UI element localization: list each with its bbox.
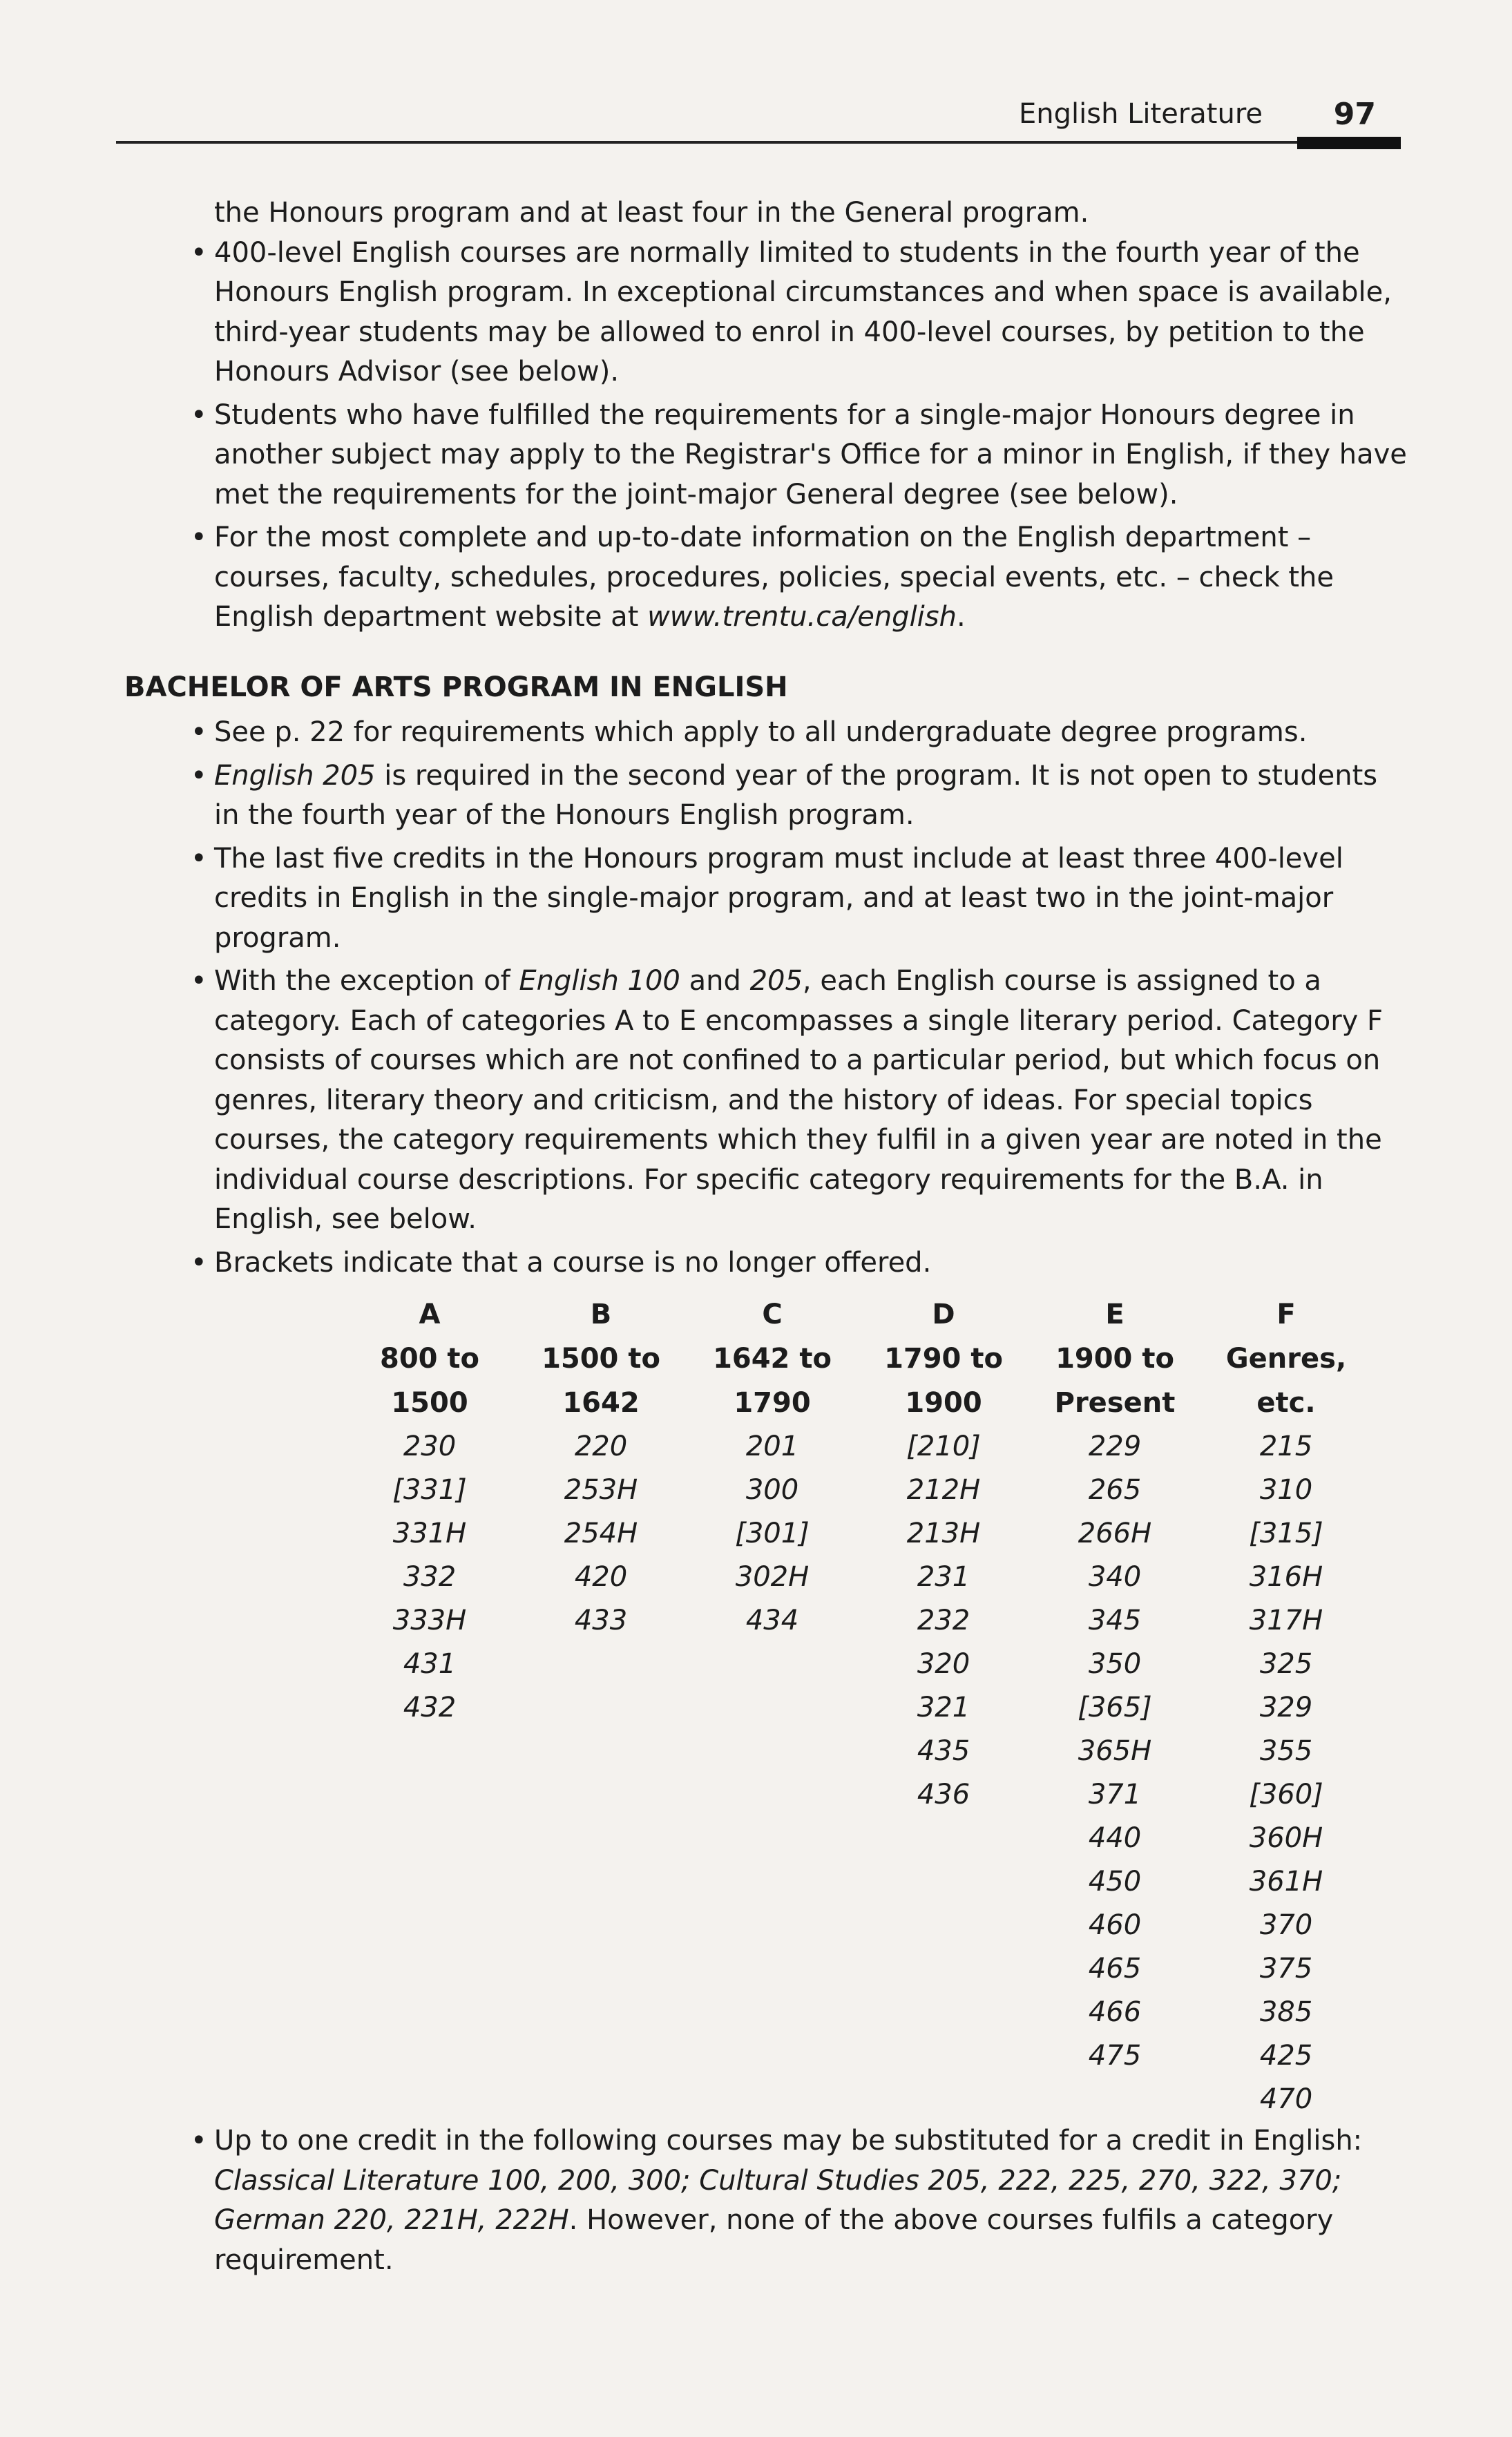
course-number: 355: [1259, 1735, 1313, 1767]
header-rule-accent: [1297, 137, 1401, 149]
category-period-start: Genres,: [1225, 1343, 1347, 1375]
course-number: 365H: [1078, 1735, 1152, 1767]
bullet-categories: • With the exception of English 100 and 205, each English course is assigned to a category. Each of categories A to E encompasses a single literary period. Category F consists of courses which are not confined to a particular period, but which focus on genres, literary theory and criticism, and the history of ideas. For special topics courses, the category requirements which they fulfil in a given year are noted in the individual course descriptions. For specific category requirements for the B.A. in English, see below.: [124, 962, 1409, 1240]
course-number: 302H: [735, 1561, 810, 1593]
category-table: [344, 1292, 1372, 2121]
course-number: 212H: [906, 1474, 981, 1506]
category-period-end: 1500: [391, 1387, 468, 1419]
course-number: [315]: [1249, 1518, 1323, 1549]
course-number: 232: [917, 1605, 970, 1636]
course-ref: 205: [749, 965, 803, 997]
course-number: 215: [1259, 1431, 1313, 1462]
course-number: 340: [1088, 1561, 1142, 1593]
bullet-400-level: • 400-level English courses are normally limited to students in the fourth year of the Honours English program. In exceptional circumstances and when space is available, third-year students may be allowed to enrol in 400-level courses, by petition to the Honours Advisor (see below).: [124, 233, 1409, 392]
course-number: 253H: [564, 1474, 638, 1506]
course-number: 317H: [1249, 1605, 1323, 1636]
course-number: 436: [917, 1779, 970, 1810]
substitute-courses: Classical Literature 100, 200, 300; Cultural Studies 205, 222, 225, 270, 322, 370; German 220, 221H, 222H: [214, 2164, 1342, 2236]
category-letter: C: [762, 1299, 783, 1330]
course-number: 360H: [1249, 1822, 1323, 1854]
course-number: 266H: [1078, 1518, 1152, 1549]
course-number: 321: [917, 1692, 970, 1723]
bullet-brackets: • Brackets indicate that a course is no longer offered.: [124, 1243, 1409, 1283]
course-number: 466: [1088, 1996, 1142, 2028]
page-header: [116, 91, 1401, 144]
category-period-start: 1790 to: [884, 1343, 1003, 1375]
category-letter: A: [419, 1299, 441, 1330]
website-text: For the most complete and up-to-date information on the English department – courses, faculty, schedules, procedures, policies, special events, etc. – check the English department website at: [214, 522, 1334, 633]
section-heading: BACHELOR OF ARTS PROGRAM IN ENGLISH: [124, 671, 788, 703]
bullet-last-five: • The last five credits in the Honours program must include at least three 400-level credits in English in the single-major program, and at least two in the joint-major program.: [124, 839, 1409, 959]
course-number: [210]: [906, 1431, 981, 1462]
course-number: 331H: [392, 1518, 467, 1549]
category-period-end: 1790: [734, 1387, 811, 1419]
course-number: 450: [1088, 1866, 1142, 1898]
bullet-minor-english: • Students who have fulfilled the requirements for a single-major Honours degree in another subject may apply to the Registrar's Office for a minor in English, if they have met the requirements for the joint-major General degree (see below).: [124, 396, 1409, 515]
course-number: 465: [1088, 1953, 1142, 1985]
course-number: 371: [1088, 1779, 1142, 1810]
bullet-website: • For the most complete and up-to-date information on the English department – courses, faculty, schedules, procedures, policies, special events, etc. – check the English department website at www.trentu.ca/english.: [124, 518, 1409, 638]
category-period-start: 1642 to: [713, 1343, 832, 1375]
course-ref: English 100: [519, 965, 680, 997]
category-d-courses: [858, 1425, 1029, 2121]
header-rule: [116, 141, 1401, 144]
running-head: English Literature: [1018, 98, 1263, 130]
category-period-start: 1500 to: [542, 1343, 660, 1375]
course-number: 220: [574, 1431, 628, 1462]
course-number: [360]: [1249, 1779, 1323, 1810]
course-number: 333H: [392, 1605, 467, 1636]
course-number: 320: [917, 1648, 970, 1680]
category-letter: E: [1105, 1299, 1125, 1330]
course-number: 425: [1259, 2040, 1313, 2072]
course-number: 350: [1088, 1648, 1142, 1680]
category-period-end: etc.: [1256, 1387, 1316, 1419]
course-number: 201: [745, 1431, 799, 1462]
course-number: 475: [1088, 2040, 1142, 2072]
course-number: 300: [745, 1474, 799, 1506]
category-letter: B: [590, 1299, 612, 1330]
course-number: 345: [1088, 1605, 1142, 1636]
course-number: 325: [1259, 1648, 1313, 1680]
course-number: 254H: [564, 1518, 638, 1549]
category-period-end: 1900: [905, 1387, 982, 1419]
bullet-see-page: • See p. 22 for requirements which apply to all undergraduate degree programs.: [124, 713, 1409, 753]
website-link[interactable]: www.trentu.ca/english: [647, 601, 957, 633]
course-number: 213H: [906, 1518, 981, 1549]
bullet-substitution: • Up to one credit in the following courses may be substituted for a credit in English: Classical Literature 100, 200, 300; Cultural Studies 205, 222, 225, 270, 322, 370; German 220, 221H, 222H. However, none of the above courses fulfils a category requirement.: [124, 2121, 1409, 2280]
course-number: 230: [403, 1431, 457, 1462]
category-letter-row: [344, 1292, 1372, 1337]
course-number: 431: [403, 1648, 457, 1680]
course-number: 231: [917, 1561, 970, 1593]
category-period-end: 1642: [562, 1387, 640, 1419]
course-columns-row: [344, 1425, 1372, 2121]
category-period-start: 800 to: [379, 1343, 480, 1375]
course-number: 440: [1088, 1822, 1142, 1854]
course-number: [365]: [1078, 1692, 1152, 1723]
ba-bullet-list: [124, 713, 1409, 1283]
course-number: 432: [403, 1692, 457, 1723]
category-period-start: 1900 to: [1055, 1343, 1174, 1375]
course-number: 434: [745, 1605, 799, 1636]
course-number: 470: [1259, 2083, 1313, 2115]
category-period-row: [344, 1381, 1372, 1425]
page-number: 97: [1333, 97, 1376, 132]
course-number: [331]: [392, 1474, 467, 1506]
course-number: 361H: [1249, 1866, 1323, 1898]
final-bullet-list: [124, 2121, 1409, 2280]
course-number: [301]: [735, 1518, 810, 1549]
category-letter: F: [1276, 1299, 1296, 1330]
course-number: 435: [917, 1735, 970, 1767]
category-f-courses: [1200, 1425, 1372, 2121]
course-ref: English 205: [214, 759, 376, 792]
page-body: [124, 193, 1409, 2284]
category-e-courses: [1029, 1425, 1200, 2121]
course-number: 385: [1259, 1996, 1313, 2028]
course-number: 460: [1088, 1909, 1142, 1941]
bullet-english-205: • English 205 is required in the second year of the program. It is not open to students in the fourth year of the Honours English program.: [124, 756, 1409, 836]
category-a-courses: [344, 1425, 515, 2121]
category-b-courses: [515, 1425, 687, 2121]
intro-bullet-list: [124, 233, 1409, 638]
category-letter: D: [932, 1299, 955, 1330]
intro-continuation: the Honours program and at least four in the General program.: [214, 197, 1089, 229]
category-period-end: Present: [1054, 1387, 1176, 1419]
course-number: 316H: [1249, 1561, 1323, 1593]
course-number: 420: [574, 1561, 628, 1593]
category-period-row: [344, 1337, 1372, 1381]
course-number: 433: [574, 1605, 628, 1636]
course-number: 370: [1259, 1909, 1313, 1941]
course-number: 332: [403, 1561, 457, 1593]
course-number: 329: [1259, 1692, 1313, 1723]
course-number: 229: [1088, 1431, 1142, 1462]
course-number: 265: [1088, 1474, 1142, 1506]
category-c-courses: [687, 1425, 858, 2121]
course-number: 310: [1259, 1474, 1313, 1506]
course-number: 375: [1259, 1953, 1313, 1985]
